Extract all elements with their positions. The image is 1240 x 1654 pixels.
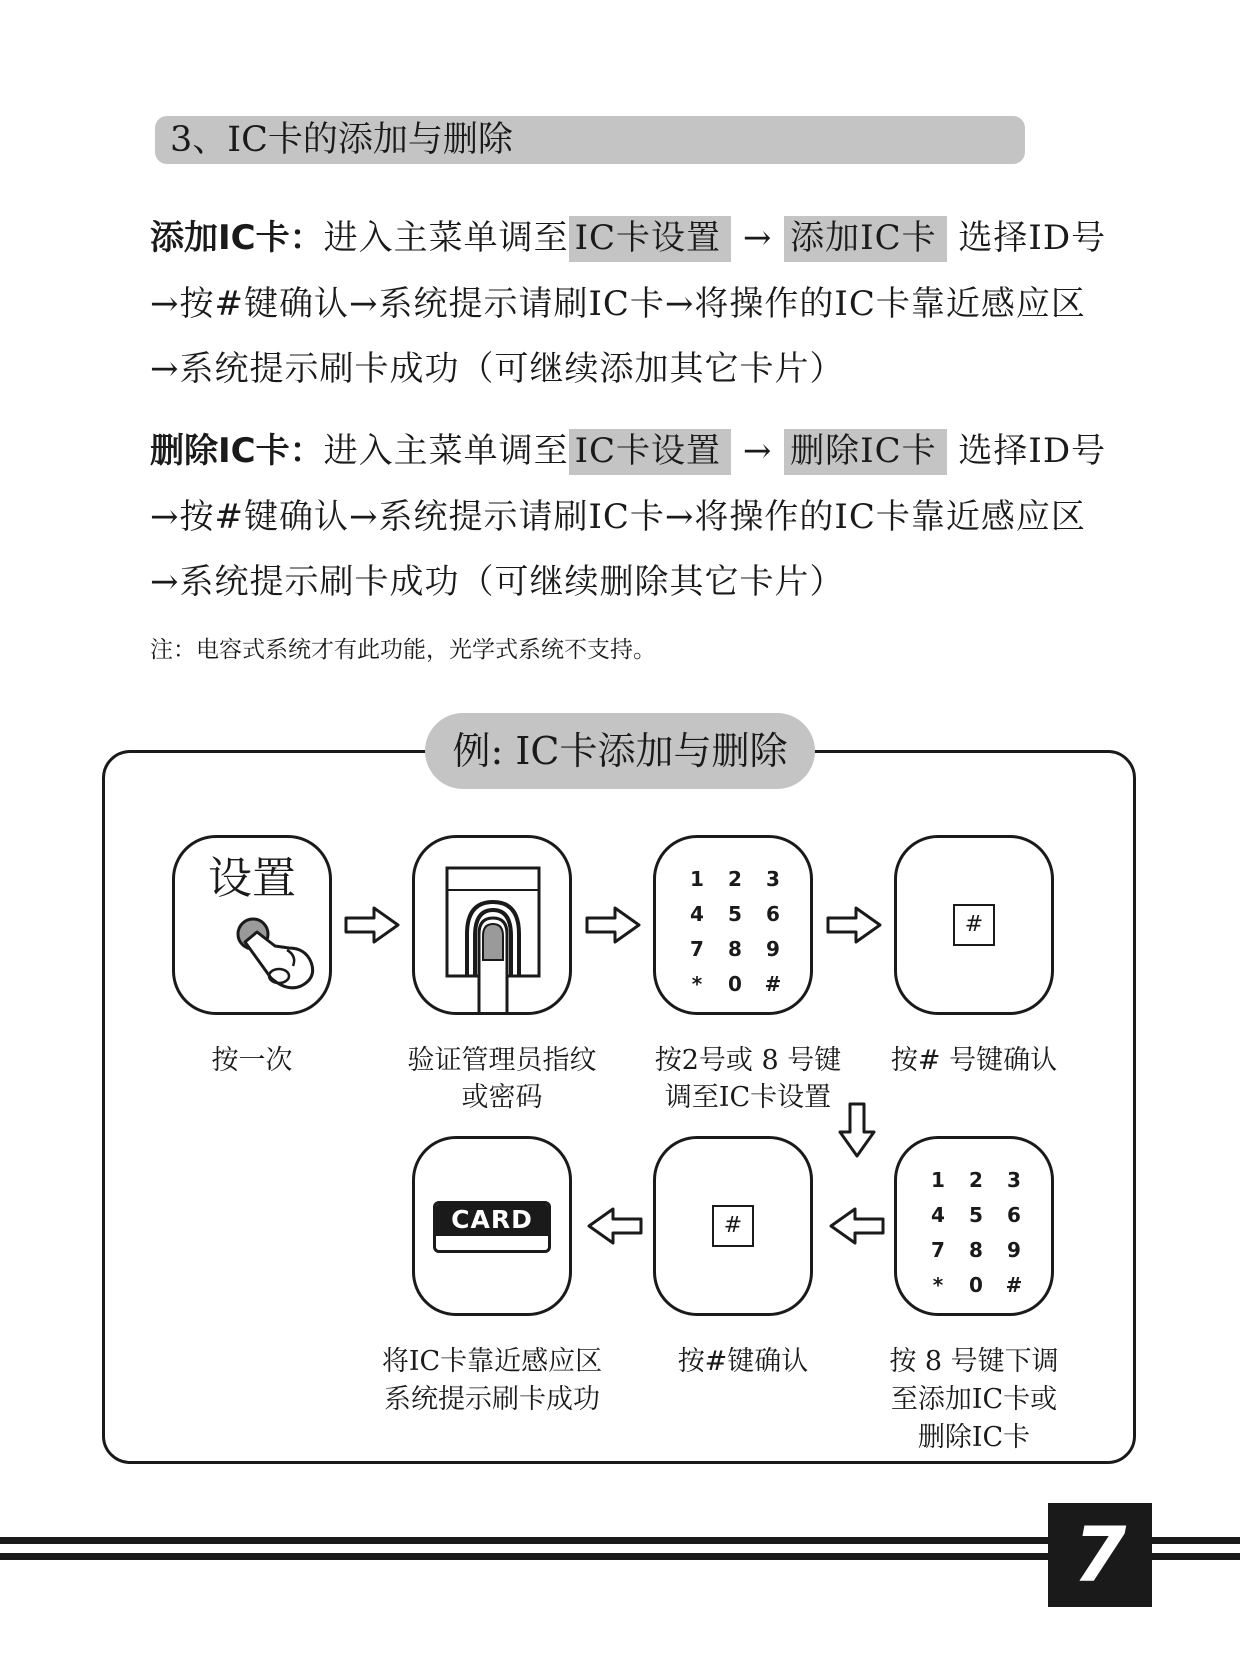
- step-7-caption-line-2: 系统提示刷卡成功: [384, 1384, 600, 1415]
- hash-key-tile-2: [653, 1136, 813, 1316]
- page-number: 7: [1073, 1510, 1127, 1599]
- keypad: [678, 866, 792, 997]
- add-card-line-1: [150, 215, 1106, 261]
- press-finger-icon: [175, 838, 329, 1012]
- note: 注：电容式系统才有此功能，光学式系统不支持。: [150, 637, 656, 663]
- keypad-key: 6: [766, 902, 780, 926]
- add-card-line-3: →系统提示刷卡成功（可继续添加其它卡片）: [150, 349, 845, 389]
- add-card-text: 进入主菜单调至: [323, 218, 569, 258]
- keypad-key: 2: [969, 1168, 983, 1192]
- keypad-key: 5: [728, 902, 742, 926]
- arrow-right-icon: [342, 904, 402, 946]
- keypad-key: 1: [931, 1168, 945, 1192]
- hash-key-tile: [894, 835, 1054, 1015]
- keypad-key: 4: [690, 902, 704, 926]
- menu-path-add-card: 添加IC卡: [784, 216, 946, 262]
- hash-key: #: [953, 904, 995, 946]
- keypad-key: 0: [969, 1273, 983, 1297]
- delete-card-line-3: →系统提示刷卡成功（可继续删除其它卡片）: [150, 562, 845, 602]
- keypad-key: 6: [1007, 1203, 1021, 1227]
- step-7-caption-line-1: 将IC卡靠近感应区: [381, 1346, 603, 1377]
- keypad-key: 8: [728, 937, 742, 961]
- delete-card-line-2: →按#键确认→系统提示请刷IC卡→将操作的IC卡靠近感应区: [150, 497, 1086, 537]
- arrow-right-icon: [824, 904, 884, 946]
- keypad-key: 8: [969, 1238, 983, 1262]
- step-1-caption: 按一次: [211, 1045, 293, 1076]
- keypad-key: 0: [728, 972, 742, 996]
- keypad-key: 2: [728, 867, 742, 891]
- step-3-caption-line-2: 调至IC卡设置: [664, 1082, 832, 1113]
- keypad-key: *: [691, 972, 703, 996]
- menu-path-delete-card: 删除IC卡: [784, 429, 946, 475]
- delete-card-select-id: 选择ID号: [946, 431, 1107, 471]
- delete-card-line-1: [150, 428, 1106, 474]
- section-title: 3、IC卡的添加与删除: [170, 120, 513, 160]
- keypad-key: *: [932, 1273, 944, 1297]
- menu-path-ic-settings: IC卡设置: [569, 216, 731, 262]
- keypad-key: 4: [931, 1203, 945, 1227]
- keypad-key: 3: [766, 867, 780, 891]
- step-6-caption: 按#键确认: [677, 1346, 809, 1377]
- keypad-tile-2: [894, 1136, 1054, 1316]
- keypad-key: 1: [690, 867, 704, 891]
- card-label: CARD: [436, 1204, 548, 1236]
- step-5-caption-line-2: 至添加IC卡或: [890, 1384, 1058, 1415]
- arrow-left-icon: [827, 1205, 887, 1247]
- keypad-key: #: [1005, 1273, 1023, 1297]
- fingerprint-icon: [415, 838, 569, 1012]
- step-5-caption-line-3: 删除IC卡: [917, 1422, 1031, 1453]
- step-5-caption-line-1: 按 8 号键下调: [889, 1346, 1059, 1377]
- fingerprint-sensor-tile: [412, 835, 572, 1015]
- delete-card-text: 进入主菜单调至: [323, 431, 569, 471]
- keypad-key: 7: [931, 1238, 945, 1262]
- keypad-key: 9: [766, 937, 780, 961]
- delete-card-lead: 删除IC卡：: [150, 431, 324, 471]
- keypad-key: 5: [969, 1203, 983, 1227]
- arrow-left-icon: [585, 1205, 645, 1247]
- settings-label: 设置: [208, 853, 296, 904]
- path-arrow: →: [731, 431, 785, 471]
- settings-button-tile: [172, 835, 332, 1015]
- path-arrow: →: [731, 218, 785, 258]
- hash-key: #: [712, 1205, 754, 1247]
- keypad: [919, 1167, 1033, 1298]
- example-title: 例: IC卡添加与删除: [452, 729, 788, 773]
- keypad-key: 7: [690, 937, 704, 961]
- arrow-right-icon: [583, 904, 643, 946]
- keypad-key: #: [764, 972, 782, 996]
- add-card-lead: 添加IC卡：: [150, 218, 324, 258]
- step-2-caption-line-2: 或密码: [461, 1082, 543, 1113]
- keypad-tile: [653, 835, 813, 1015]
- step-3-caption-line-1: 按2号或 8 号键: [654, 1045, 842, 1076]
- menu-path-ic-settings-2: IC卡设置: [569, 429, 731, 475]
- card-icon: [433, 1201, 551, 1253]
- add-card-line-2: →按#键确认→系统提示请刷IC卡→将操作的IC卡靠近感应区: [150, 284, 1086, 324]
- keypad-key: 3: [1007, 1168, 1021, 1192]
- add-card-select-id: 选择ID号: [946, 218, 1107, 258]
- keypad-key: 9: [1007, 1238, 1021, 1262]
- card-tile: [412, 1136, 572, 1316]
- step-4-caption: 按# 号键确认: [890, 1045, 1058, 1076]
- step-2-caption-line-1: 验证管理员指纹: [407, 1045, 597, 1076]
